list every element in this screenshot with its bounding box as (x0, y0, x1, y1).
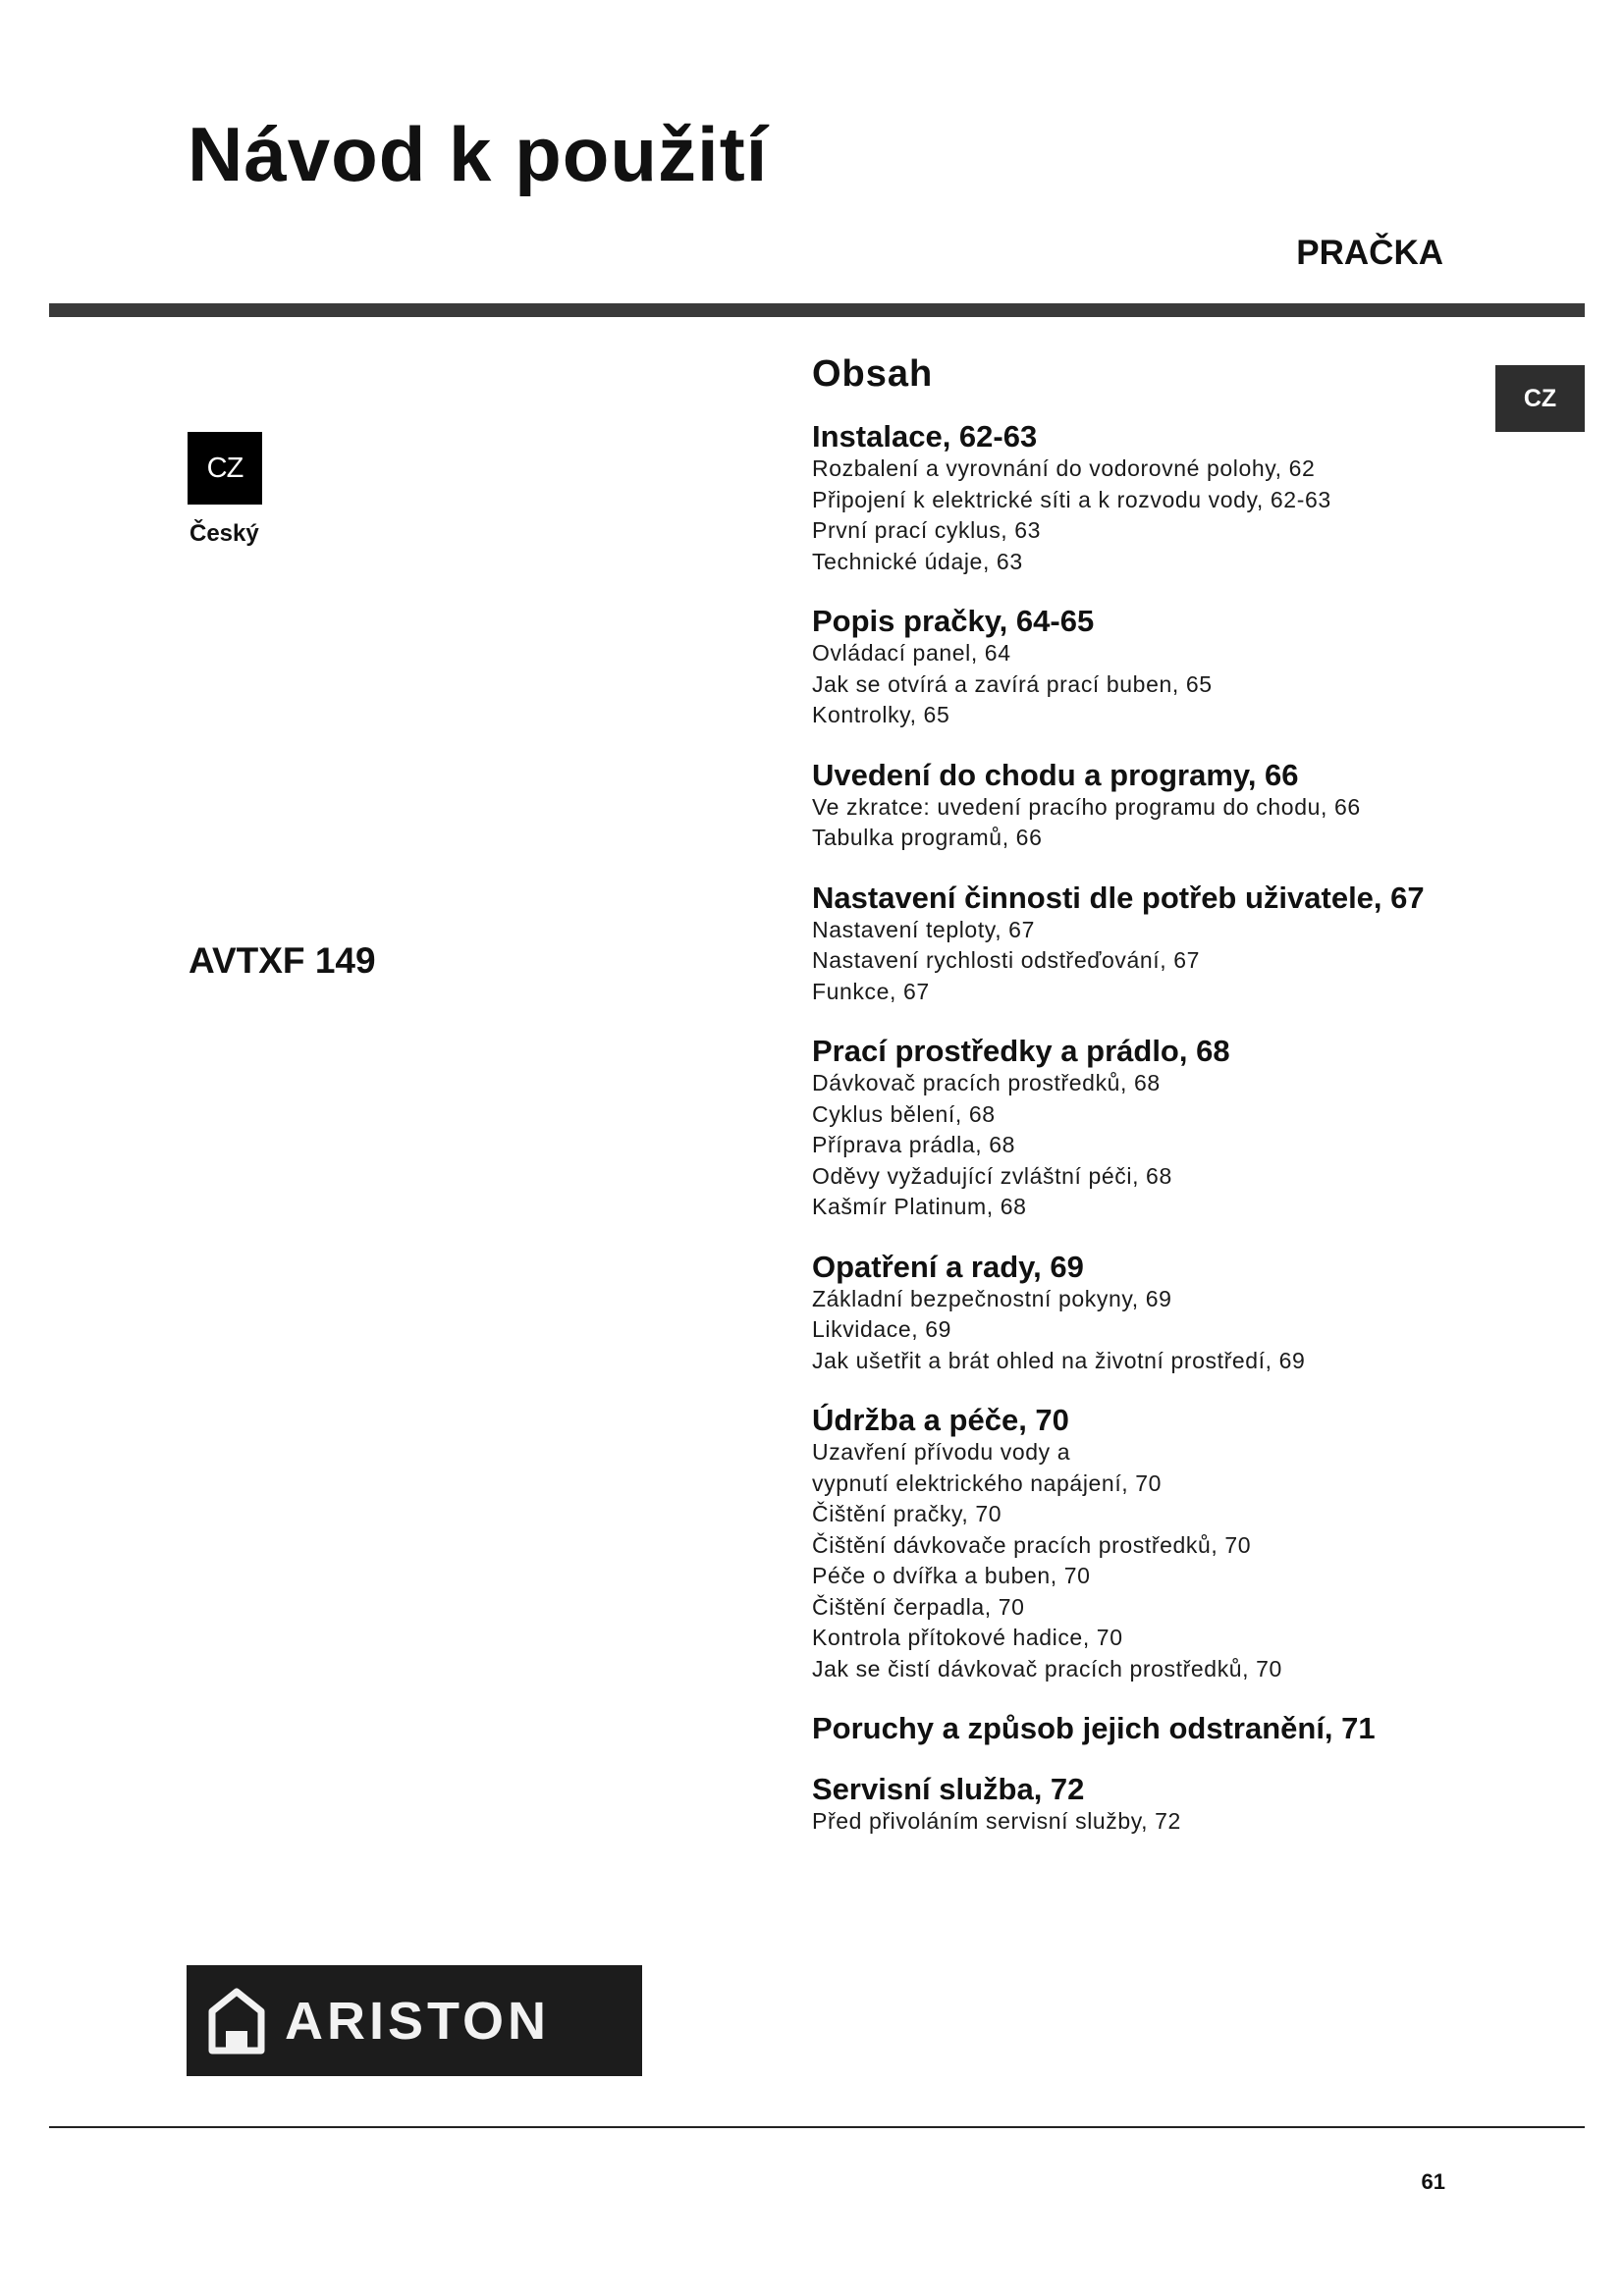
toc-section-title: Servisní služba, 72 (812, 1772, 1085, 1806)
toc-item: Technické údaje, 63 (812, 548, 1023, 574)
toc-item: Tabulka programů, 66 (812, 825, 1043, 850)
house-icon (208, 1988, 265, 2055)
toc-sections (812, 420, 1519, 1838)
language-badge: CZ (188, 432, 262, 505)
toc-section (812, 420, 1519, 577)
toc-item: Jak se čistí dávkovač pracích prostředků, 70 (812, 1655, 1282, 1682)
toc-section (812, 1035, 1519, 1223)
page-title: Návod k použití (188, 111, 769, 197)
toc-section-title: Uvedení do chodu a programy, 66 (812, 757, 1299, 792)
toc-item: Dávkovač pracích prostředků, 68 (812, 1070, 1161, 1095)
toc-item: Jak ušetřit a brát ohled na životní prostředí, 69 (812, 1347, 1306, 1373)
toc-section-title: Opatření a rady, 69 (812, 1249, 1084, 1284)
toc-item: Čištění pračky, 70 (812, 1501, 1002, 1526)
toc-item: Likvidace, 69 (812, 1316, 952, 1342)
toc-section (812, 881, 1519, 1008)
toc-item: Před přivoláním servisní služby, 72 (812, 1808, 1181, 1834)
toc-item: Nastavení rychlosti odstřeďování, 67 (812, 947, 1200, 973)
toc-item: Kašmír Platinum, 68 (812, 1194, 1027, 1219)
toc-item: Ovládací panel, 64 (812, 640, 1011, 666)
toc-section-title: Instalace, 62-63 (812, 419, 1038, 454)
toc-item: Čištění dávkovače pracích prostředků, 70 (812, 1531, 1252, 1558)
toc-section (812, 1712, 1519, 1745)
toc-item: Oděvy vyžadující zvláštní péči, 68 (812, 1162, 1172, 1189)
top-divider (49, 303, 1585, 317)
toc-section (812, 1404, 1519, 1684)
language-name: Český (189, 520, 259, 547)
language-tab: CZ (1495, 365, 1585, 432)
toc-item: Jak se otvírá a zavírá prací buben, 65 (812, 670, 1213, 697)
brand-name: ARISTON (285, 1991, 551, 2051)
toc-section-title: Údržba a péče, 70 (812, 1403, 1069, 1437)
toc-section (812, 1773, 1519, 1838)
toc-item: vypnutí elektrického napájení, 70 (812, 1469, 1163, 1496)
toc-section-title: Nastavení činnosti dle potřeb uživatele, 67 (812, 880, 1425, 915)
bottom-divider (49, 2126, 1585, 2128)
toc-item: Nastavení teploty, 67 (812, 916, 1035, 942)
toc-item: Funkce, 67 (812, 978, 930, 1004)
page-number: 61 (1421, 2169, 1445, 2194)
brand-logo (187, 1965, 642, 2076)
toc-item: Kontrola přítokové hadice, 70 (812, 1625, 1123, 1650)
model-name: AVTXF 149 (189, 940, 376, 981)
toc-item: První prací cyklus, 63 (812, 517, 1042, 543)
toc-section (812, 759, 1519, 854)
toc-section-title: Popis pračky, 64-65 (812, 604, 1095, 638)
toc-item: Ve zkratce: uvedení pracího programu do chodu, 66 (812, 793, 1361, 820)
toc-section (812, 605, 1519, 731)
toc-item: Příprava prádla, 68 (812, 1132, 1016, 1157)
product-type: PRAČKA (1296, 234, 1443, 272)
toc-item: Cyklus bělení, 68 (812, 1100, 996, 1127)
toc-item: Čištění čerpadla, 70 (812, 1593, 1025, 1620)
toc-item: Rozbalení a vyrovnání do vodorovné polohy, 62 (812, 455, 1316, 481)
table-of-contents (812, 355, 1519, 1865)
toc-item: Péče o dvířka a buben, 70 (812, 1563, 1091, 1588)
toc-item: Uzavření přívodu vody a (812, 1439, 1071, 1465)
toc-section-title: Poruchy a způsob jejich odstranění, 71 (812, 1711, 1376, 1745)
toc-item: Kontrolky, 65 (812, 702, 950, 727)
toc-heading: Obsah (812, 353, 934, 395)
toc-item: Základní bezpečnostní pokyny, 69 (812, 1285, 1172, 1311)
toc-item: Připojení k elektrické síti a k rozvodu vody, 62-63 (812, 486, 1331, 512)
toc-section (812, 1251, 1519, 1377)
toc-section-title: Prací prostředky a prádlo, 68 (812, 1034, 1230, 1068)
